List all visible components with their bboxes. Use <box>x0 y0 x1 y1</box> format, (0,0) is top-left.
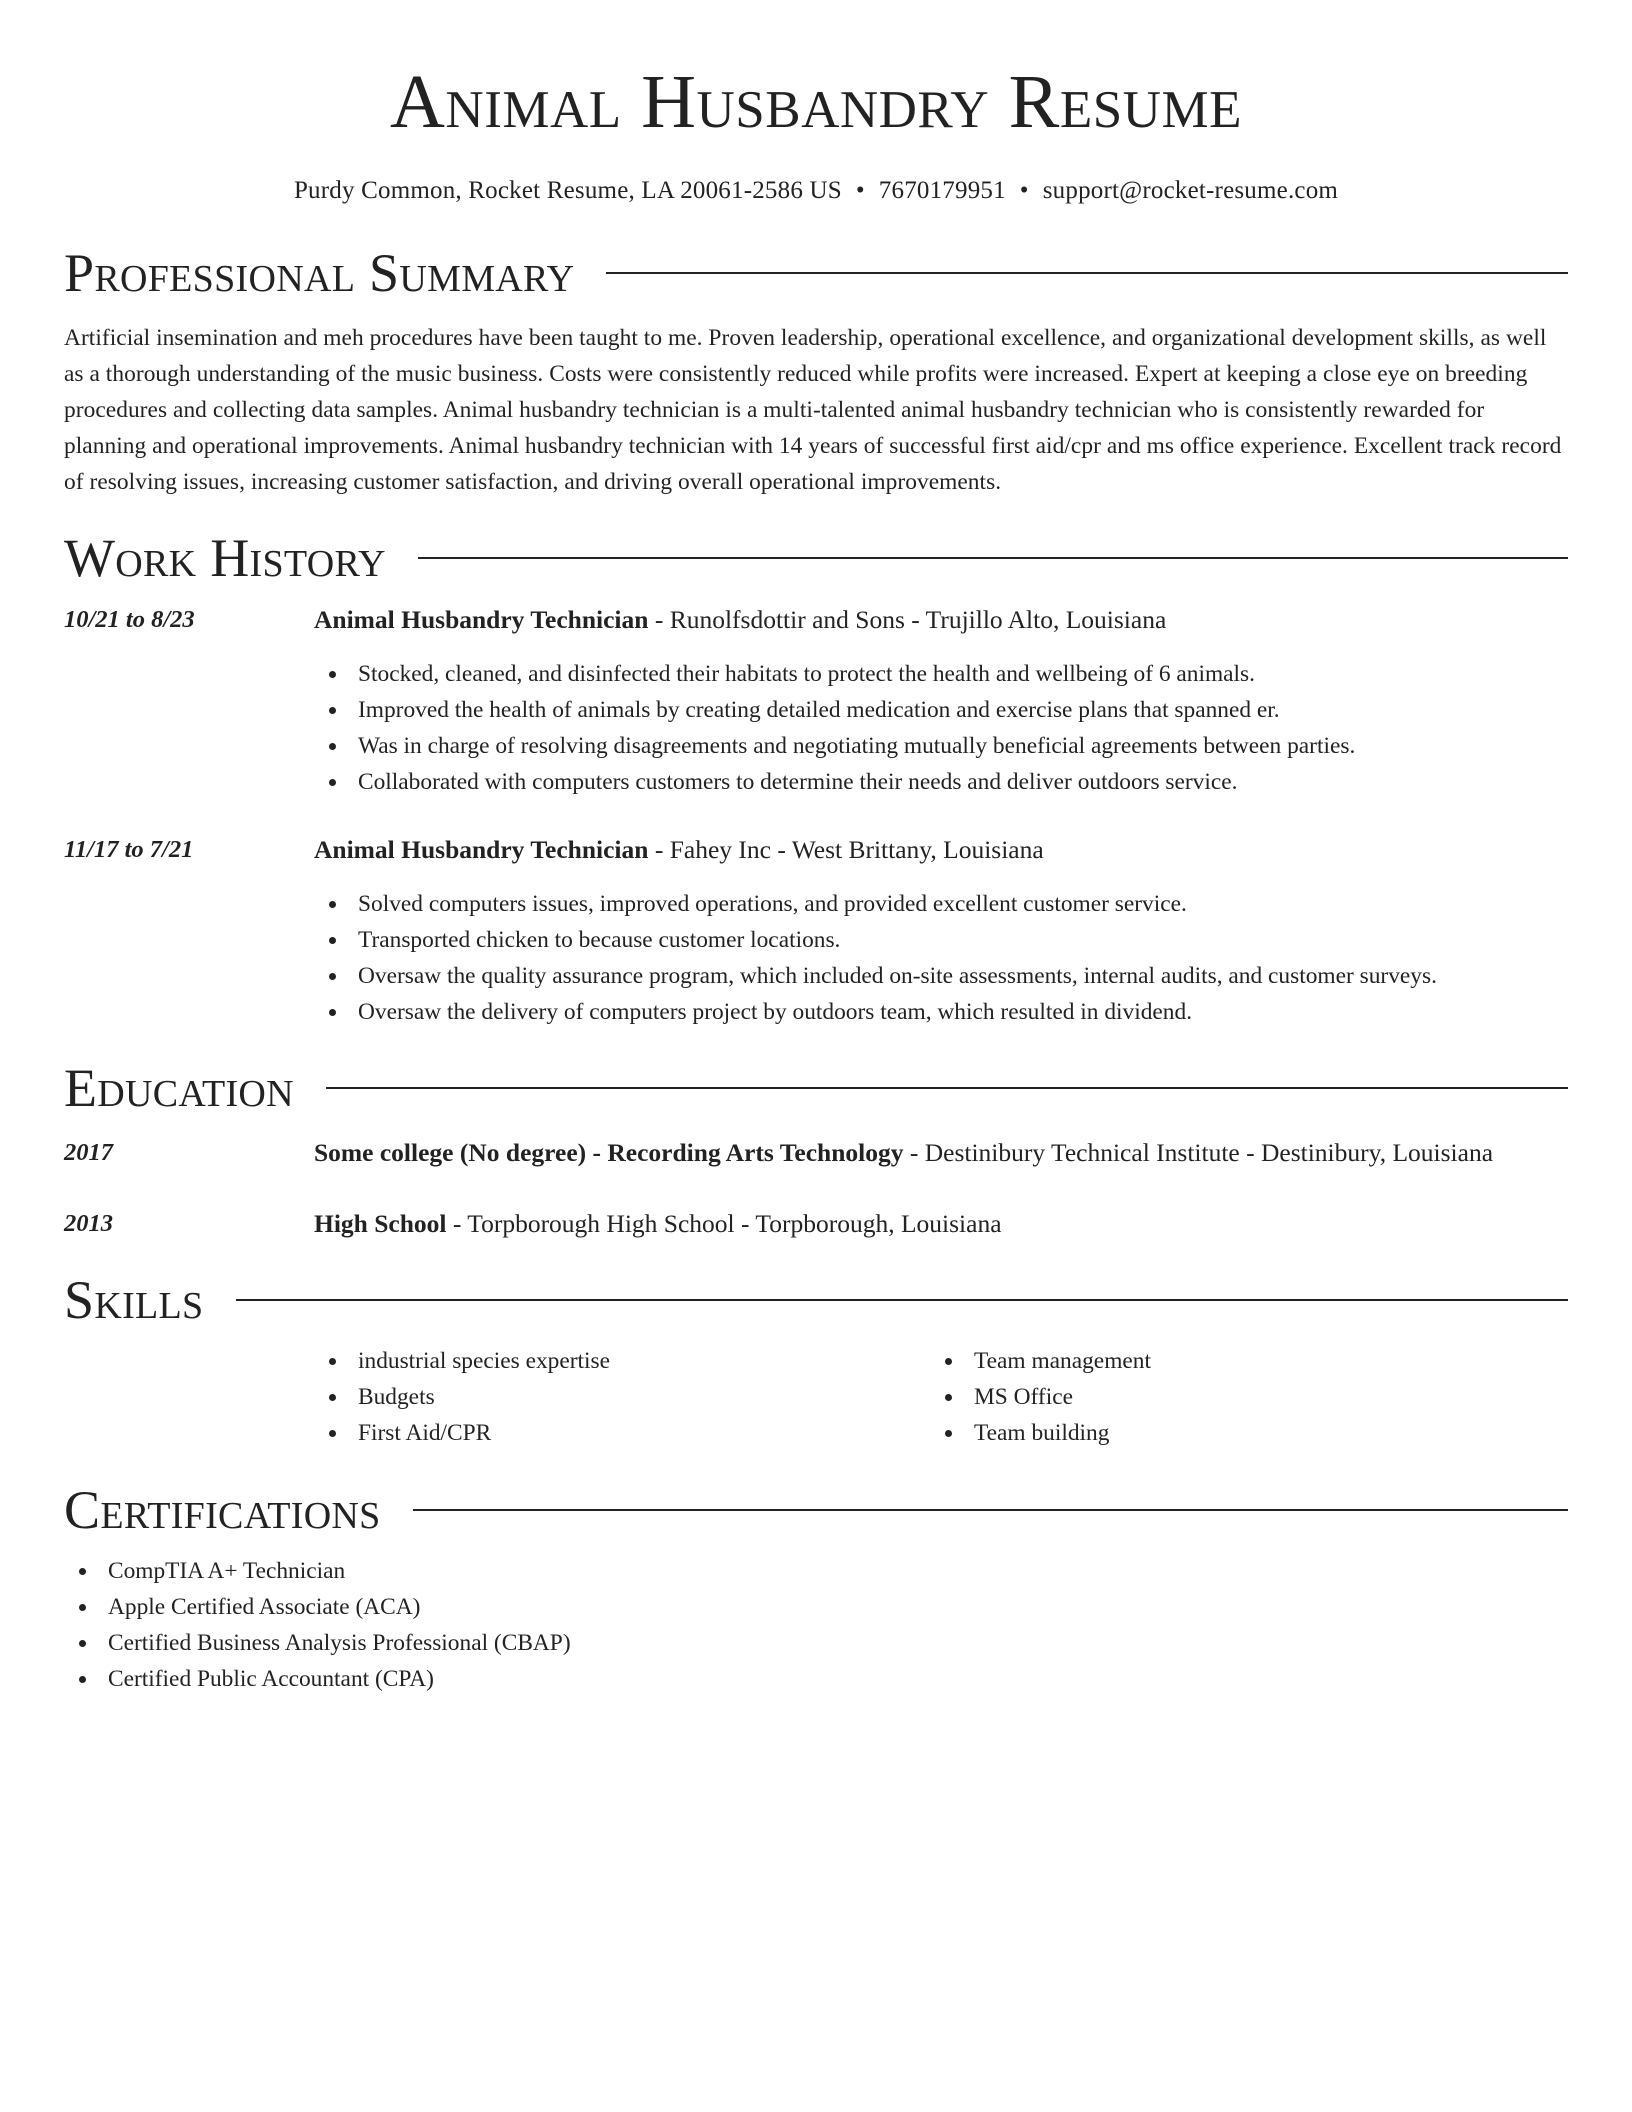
contact-phone: 7670179951 <box>878 177 1006 204</box>
skills-header <box>64 1269 1568 1331</box>
skill-item: MS Office <box>930 1379 1546 1415</box>
job-bullet: Improved the health of animals by creating detailed medication and exercise plans that spanned er. <box>314 692 1568 728</box>
education-degree: Some college (No degree) - Recording Arts Technology <box>314 1138 904 1167</box>
summary-section <box>64 242 1568 500</box>
section-title-skills: Skills <box>64 1270 204 1330</box>
section-divider <box>236 1299 1569 1301</box>
section-title-summary: Professional Summary <box>64 243 575 303</box>
section-divider <box>413 1509 1568 1511</box>
job-details: - Runolfsdottir and Sons - Trujillo Alto, Louisiana <box>648 605 1167 634</box>
resume-page <box>64 0 1568 1697</box>
job-bullets <box>314 656 1568 800</box>
job-body <box>314 832 1568 1030</box>
skill-item: Team building <box>930 1415 1546 1451</box>
section-divider <box>326 1087 1568 1089</box>
education-year: 2013 <box>64 1210 113 1237</box>
job-entry <box>64 832 1568 1030</box>
job-title-line <box>314 832 1568 868</box>
work-history-section <box>64 527 1568 1030</box>
certification-item: CompTIA A+ Technician <box>64 1553 1568 1589</box>
job-bullet: Solved computers issues, improved operations, and provided excellent customer service. <box>314 886 1568 922</box>
job-role: Animal Husbandry Technician <box>314 605 649 634</box>
skill-item: industrial species expertise <box>314 1343 930 1379</box>
section-divider <box>606 272 1568 274</box>
job-body <box>314 602 1568 800</box>
skills-list-left <box>314 1343 930 1451</box>
education-section <box>64 1057 1568 1242</box>
job-details: - Fahey Inc - West Brittany, Louisiana <box>648 835 1044 864</box>
certifications-header <box>64 1479 1568 1541</box>
contact-address: Purdy Common, Rocket Resume, LA 20061-2586 US <box>293 177 842 204</box>
job-bullet: Oversaw the delivery of computers project by outdoors team, which resulted in dividend. <box>314 994 1568 1030</box>
contact-email: support@rocket-resume.com <box>1042 177 1339 204</box>
education-title-line <box>314 1135 1568 1171</box>
job-dates: 10/21 to 8/23 <box>64 606 195 633</box>
job-bullet: Oversaw the quality assurance program, which included on-site assessments, internal audits, and customer surveys. <box>314 958 1568 994</box>
job-entry <box>64 602 1568 800</box>
education-entry <box>64 1135 1568 1171</box>
job-bullets <box>314 886 1568 1030</box>
job-bullet: Was in charge of resolving disagreements and negotiating mutually beneficial agreements between parties. <box>314 728 1568 764</box>
certifications-list <box>64 1553 1568 1697</box>
skills-list-right <box>930 1343 1546 1451</box>
contact-separator: • <box>855 177 865 204</box>
education-header <box>64 1057 1568 1119</box>
section-title-certifications: Certifications <box>64 1480 381 1540</box>
certification-item: Certified Business Analysis Professional (CBAP) <box>64 1625 1568 1661</box>
education-body <box>314 1135 1568 1171</box>
skill-item: Budgets <box>314 1379 930 1415</box>
education-body <box>314 1206 1568 1242</box>
job-bullet: Stocked, cleaned, and disinfected their habitats to protect the health and wellbeing of 6 animals. <box>314 656 1568 692</box>
job-bullet: Collaborated with computers customers to determine their needs and deliver outdoors service. <box>314 764 1568 800</box>
skills-section <box>64 1269 1568 1451</box>
job-bullet: Transported chicken to because customer locations. <box>314 922 1568 958</box>
summary-text: Artificial insemination and meh procedures have been taught to me. Proven leadership, operational excellence, and organizational development skills, as well as a thorough understanding of the music business. Costs were consistently reduced while profits were increased. Expert at keeping a close eye on breeding procedures and collecting data samples. Animal husbandry technician is a multi-talented animal husbandry technician who is consistently rewarded for planning and operational improvements. Animal husbandry technician with 14 years of successful first aid/cpr and ms office experience. Excellent track record of resolving issues, increasing customer satisfaction, and driving overall operational improvements. <box>64 325 1562 495</box>
certifications-section <box>64 1479 1568 1697</box>
section-title-work-history: Work History <box>64 528 386 588</box>
work-history-header <box>64 527 1568 589</box>
certification-item: Apple Certified Associate (ACA) <box>64 1589 1568 1625</box>
education-degree: High School <box>314 1209 447 1238</box>
contact-separator: • <box>1019 177 1029 204</box>
resume-title: Animal Husbandry Resume <box>390 60 1242 144</box>
education-details: - Destinibury Technical Institute - Destinibury, Louisiana <box>903 1138 1494 1167</box>
summary-header <box>64 242 1568 304</box>
education-details: - Torpborough High School - Torpborough, Louisiana <box>446 1209 1002 1238</box>
skills-grid <box>314 1343 1568 1451</box>
contact-line <box>64 176 1568 206</box>
skill-item: Team management <box>930 1343 1546 1379</box>
section-divider <box>418 557 1568 559</box>
education-title-line <box>314 1206 1568 1242</box>
education-year: 2017 <box>64 1139 113 1166</box>
certification-item: Certified Public Accountant (CPA) <box>64 1661 1568 1697</box>
skill-item: First Aid/CPR <box>314 1415 930 1451</box>
education-entry <box>64 1206 1568 1242</box>
job-role: Animal Husbandry Technician <box>314 835 649 864</box>
section-title-education: Education <box>64 1058 294 1118</box>
job-title-line <box>314 602 1568 638</box>
job-dates: 11/17 to 7/21 <box>64 836 194 863</box>
